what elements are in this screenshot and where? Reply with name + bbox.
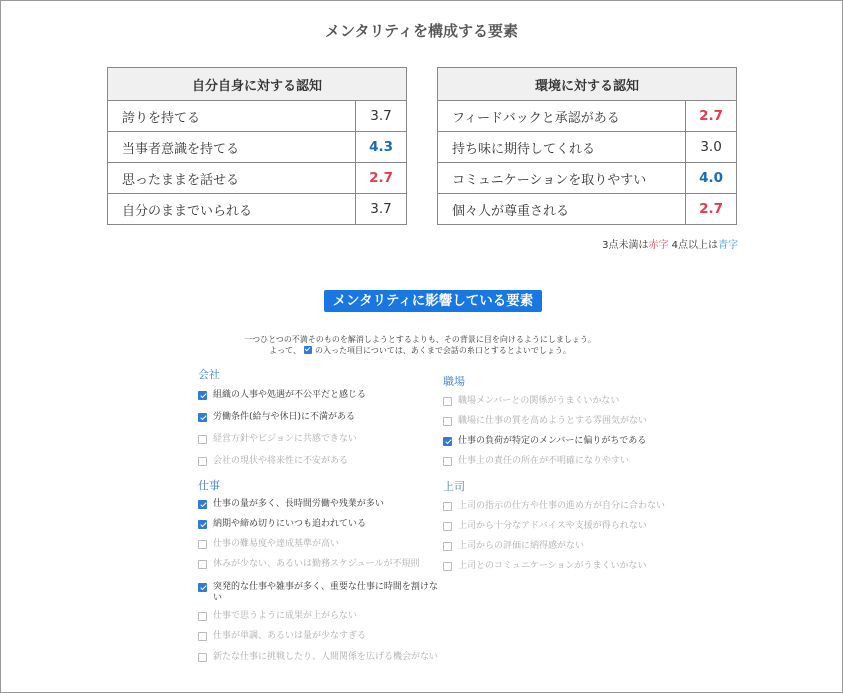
checkbox-label: 職場メンバーとの関係がうまくいかない — [458, 396, 620, 406]
table-row — [438, 132, 737, 163]
workplace-checkbox-item[interactable] — [443, 416, 647, 427]
row-label: 個々人が尊重される — [438, 194, 686, 225]
checkbox-unchecked-icon[interactable] — [198, 435, 207, 444]
checkbox-label: 上司の指示の仕方や仕事の進め方が自分に合わない — [458, 501, 666, 511]
row-score: 2.7 — [356, 163, 407, 194]
checkbox-label: 突発的な仕事や雑事が多く、重要な仕事に時間を割けない — [213, 582, 438, 603]
checkbox-checked-icon[interactable] — [443, 437, 452, 446]
row-score: 2.7 — [686, 101, 737, 132]
boss-checkbox-item[interactable] — [443, 541, 584, 552]
category-boss: 上司 — [443, 480, 465, 493]
checkbox-checked-icon[interactable] — [198, 520, 207, 529]
checkbox-checked-icon — [304, 346, 312, 354]
checkbox-unchecked-icon[interactable] — [198, 653, 207, 662]
row-label: コミュニケーションを取りやすい — [438, 163, 686, 194]
checkbox-unchecked-icon[interactable] — [198, 612, 207, 621]
checkbox-label: 納期や締め切りにいつも追われている — [213, 519, 367, 529]
workplace-checkbox-item[interactable] — [443, 436, 646, 447]
row-score: 2.7 — [686, 194, 737, 225]
checkbox-label: 仕事の量が多く、長時間労働や残業が多い — [213, 499, 384, 509]
checkbox-label: 仕事で思うように成果が上がらない — [213, 611, 358, 621]
checkbox-label: 上司から十分なアドバイスや支援が得られない — [458, 521, 647, 531]
self-cognition-table — [107, 67, 407, 225]
checkbox-label: 上司からの評価に納得感がない — [458, 541, 585, 551]
checkbox-unchecked-icon[interactable] — [443, 397, 452, 406]
checkbox-label: 仕事が単調、あるいは量が少なすぎる — [213, 631, 367, 641]
boss-checkbox-item[interactable] — [443, 501, 665, 512]
row-score: 3.7 — [356, 194, 407, 225]
table-row — [108, 132, 407, 163]
env-table-header: 環境に対する認知 — [438, 68, 737, 101]
checkbox-checked-icon[interactable] — [198, 583, 207, 592]
legend-blue-word: 青字 — [718, 240, 738, 251]
checkbox-unchecked-icon[interactable] — [443, 457, 452, 466]
boss-checkbox-item[interactable] — [443, 561, 646, 572]
checkbox-label: 経営方針やビジョンに共感できない — [213, 434, 357, 444]
checkbox-unchecked-icon[interactable] — [198, 632, 207, 641]
self-table-header: 自分自身に対する認知 — [108, 68, 407, 101]
legend-red-word: 赤字 — [648, 240, 669, 251]
row-score: 4.0 — [686, 163, 737, 194]
table-row — [438, 163, 737, 194]
checkbox-checked-icon[interactable] — [198, 391, 207, 400]
page-title: メンタリティを構成する要素 — [325, 22, 518, 40]
work-checkbox-item[interactable] — [198, 539, 339, 550]
checkbox-unchecked-icon[interactable] — [443, 542, 452, 551]
checkbox-label: 組織の人事や処遇が不公平だと感じる — [213, 390, 367, 400]
table-row — [438, 194, 737, 225]
checkbox-unchecked-icon[interactable] — [443, 562, 452, 571]
note-line-1: 一つひとつの不満そのものを解消しようとするよりも、その背景に目を向けるようにしましょう。 — [244, 335, 596, 344]
row-label: フィードバックと承認がある — [438, 101, 686, 132]
score-legend: 3点未満は赤字 4点以上は青字 — [602, 240, 738, 251]
checkbox-unchecked-icon[interactable] — [443, 417, 452, 426]
row-label: 思ったままを話せる — [108, 163, 356, 194]
row-label: 持ち味に期待してくれる — [438, 132, 686, 163]
table-row — [108, 101, 407, 132]
row-label: 誇りを持てる — [108, 101, 356, 132]
category-work: 仕事 — [198, 479, 220, 492]
company-checkbox-item[interactable] — [198, 412, 355, 423]
table-row — [108, 194, 407, 225]
table-row — [438, 101, 737, 132]
work-checkbox-item[interactable] — [198, 611, 357, 622]
boss-checkbox-item[interactable] — [443, 521, 647, 532]
checkbox-label: 仕事の負荷が特定のメンバーに偏りがちである — [458, 436, 647, 446]
company-checkbox-item[interactable] — [198, 434, 357, 445]
checkbox-unchecked-icon[interactable] — [443, 502, 452, 511]
checkbox-label: 職場に仕事の質を高めようとする雰囲気がない — [458, 416, 648, 426]
company-checkbox-item[interactable] — [198, 390, 366, 401]
table-row — [108, 163, 407, 194]
work-checkbox-item[interactable] — [198, 559, 419, 570]
checkbox-label: 上司とのコミュニケーションがうまくいかない — [458, 561, 647, 571]
checkbox-label: 新たな仕事に挑戦したり、人間関係を広げる機会がない — [213, 652, 439, 662]
row-label: 自分のままでいられる — [108, 194, 356, 225]
row-label: 当事者意識を持てる — [108, 132, 356, 163]
checkbox-unchecked-icon[interactable] — [198, 457, 207, 466]
work-checkbox-item[interactable] — [198, 519, 366, 530]
workplace-checkbox-item[interactable] — [443, 456, 629, 467]
checkbox-unchecked-icon[interactable] — [443, 522, 452, 531]
checkbox-checked-icon[interactable] — [198, 500, 207, 509]
company-checkbox-item[interactable] — [198, 456, 348, 467]
row-score: 3.0 — [686, 132, 737, 163]
checkbox-checked-icon[interactable] — [198, 413, 207, 422]
work-checkbox-item[interactable] — [198, 582, 438, 604]
row-score: 4.3 — [356, 132, 407, 163]
checkbox-unchecked-icon[interactable] — [198, 540, 207, 549]
checkbox-label: 仕事の難易度や達成基準が高い — [213, 539, 340, 549]
checkbox-label: 労働条件(給与や休日)に不満がある — [213, 412, 356, 422]
category-company: 会社 — [198, 368, 220, 381]
section-title-banner: メンタリティに影響している要素 — [324, 290, 542, 312]
note-line-2: よって、 の入った項目については、あくまで会話の糸口とするとよいでしょう。 — [269, 346, 571, 355]
checkbox-unchecked-icon[interactable] — [198, 560, 207, 569]
checkbox-label: 休みが少ない、あるいは勤務スケジュールが不規則 — [213, 559, 420, 569]
work-checkbox-item[interactable] — [198, 499, 384, 510]
category-workplace: 職場 — [443, 375, 465, 388]
work-checkbox-item[interactable] — [198, 631, 366, 642]
checkbox-label: 仕事上の責任の所在が不明確になりやすい — [458, 456, 630, 466]
work-checkbox-item[interactable] — [198, 652, 438, 663]
row-score: 3.7 — [356, 101, 407, 132]
checkbox-label: 会社の現状や将来性に不安がある — [213, 456, 349, 466]
environment-cognition-table — [437, 67, 737, 225]
workplace-checkbox-item[interactable] — [443, 396, 619, 407]
